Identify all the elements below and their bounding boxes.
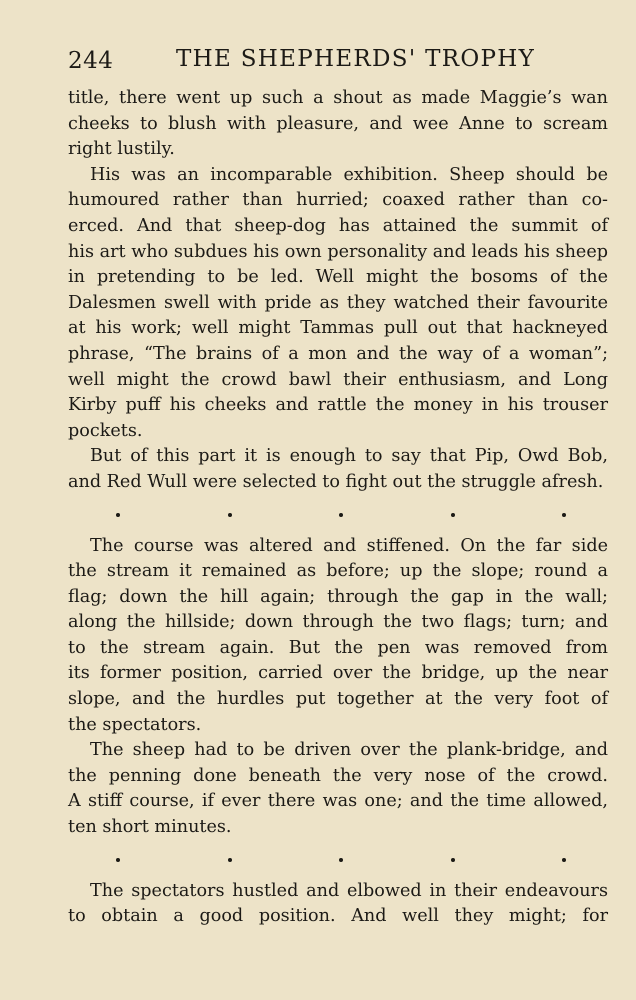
text-line: erced. And that sheep-dog has attained the summit of — [68, 215, 608, 236]
text-line: along the hillside; down through the two flags; turn; and — [68, 612, 608, 633]
ellipsis-dot — [116, 513, 120, 517]
ellipsis-dot — [228, 858, 232, 862]
page-header — [68, 44, 608, 80]
running-head: THE SHEPHERDS' TROPHY — [176, 46, 536, 72]
text-line: The spectators hustled and elbowed in their endeavours — [90, 880, 608, 901]
paragraph-3 — [68, 444, 608, 495]
page-number: 244 — [68, 48, 114, 74]
text-line: The course was altered and stiffened. On the far side — [90, 535, 608, 556]
text-line: cheeks to blush with pleasure, and wee Anne to scream — [68, 113, 608, 134]
text-line: its former position, carried over the bridge, up the near — [68, 663, 608, 684]
text-line: flag; down the hill again; through the gap in the wall; — [68, 586, 608, 607]
paragraph-4 — [68, 534, 608, 739]
text-line: his art who subdues his own personality and leads his sheep — [68, 241, 608, 262]
text-line: But of this part it is enough to say that Pip, Owd Bob, — [90, 446, 608, 467]
paragraph-6 — [68, 879, 608, 930]
text-line: and Red Wull were selected to fight out the struggle afresh. — [68, 471, 604, 492]
ellipsis-dot — [116, 858, 120, 862]
section-break — [68, 504, 608, 526]
ellipsis-dot — [562, 858, 566, 862]
text-line: slope, and the hurdles put together at the very foot of — [68, 689, 608, 710]
paragraph-5 — [68, 738, 608, 840]
ellipsis-dot — [451, 513, 455, 517]
ellipsis-dot — [562, 513, 566, 517]
text-line: the spectators. — [68, 714, 202, 735]
text-line: the stream it remained as before; up the slope; round a — [68, 561, 608, 582]
paragraph-1 — [68, 86, 608, 163]
text-line: Dalesmen swell with pride as they watched their favourite — [68, 292, 608, 313]
text-line: pockets. — [68, 420, 143, 441]
text-line: to obtain a good position. And well they might; for — [68, 906, 608, 927]
text-line: at his work; well might Tammas pull out that hackneyed — [68, 318, 608, 339]
ellipsis-dot — [451, 858, 455, 862]
text-line: The sheep had to be driven over the plank-bridge, and — [90, 740, 608, 761]
body-text — [68, 86, 608, 930]
ellipsis-dot — [228, 513, 232, 517]
paragraph-2 — [68, 163, 608, 445]
text-line: in pretending to be led. Well might the bosoms of the — [68, 267, 608, 288]
text-line: title, there went up such a shout as made Maggie’s wan — [68, 88, 608, 108]
text-line: phrase, “The brains of a mon and the way of a woman”; — [68, 343, 608, 364]
text-line: to the stream again. But the pen was removed from — [68, 637, 608, 658]
text-line: Kirby puff his cheeks and rattle the money in his trouser — [68, 395, 608, 416]
text-line: well might the crowd bawl their enthusiasm, and Long — [68, 369, 608, 390]
text-line: the penning done beneath the very nose of the crowd. — [68, 765, 608, 786]
ellipsis-dot — [339, 513, 343, 517]
text-line: His was an incomparable exhibition. Sheep should be — [90, 164, 608, 185]
section-break — [68, 849, 608, 871]
ellipsis-dot — [339, 858, 343, 862]
text-line: A stiff course, if ever there was one; and the time allowed, — [68, 791, 608, 812]
text-line: ten short minutes. — [68, 817, 232, 838]
text-line: humoured rather than hurried; coaxed rather than co- — [68, 190, 608, 211]
text-line: right lustily. — [68, 139, 175, 160]
